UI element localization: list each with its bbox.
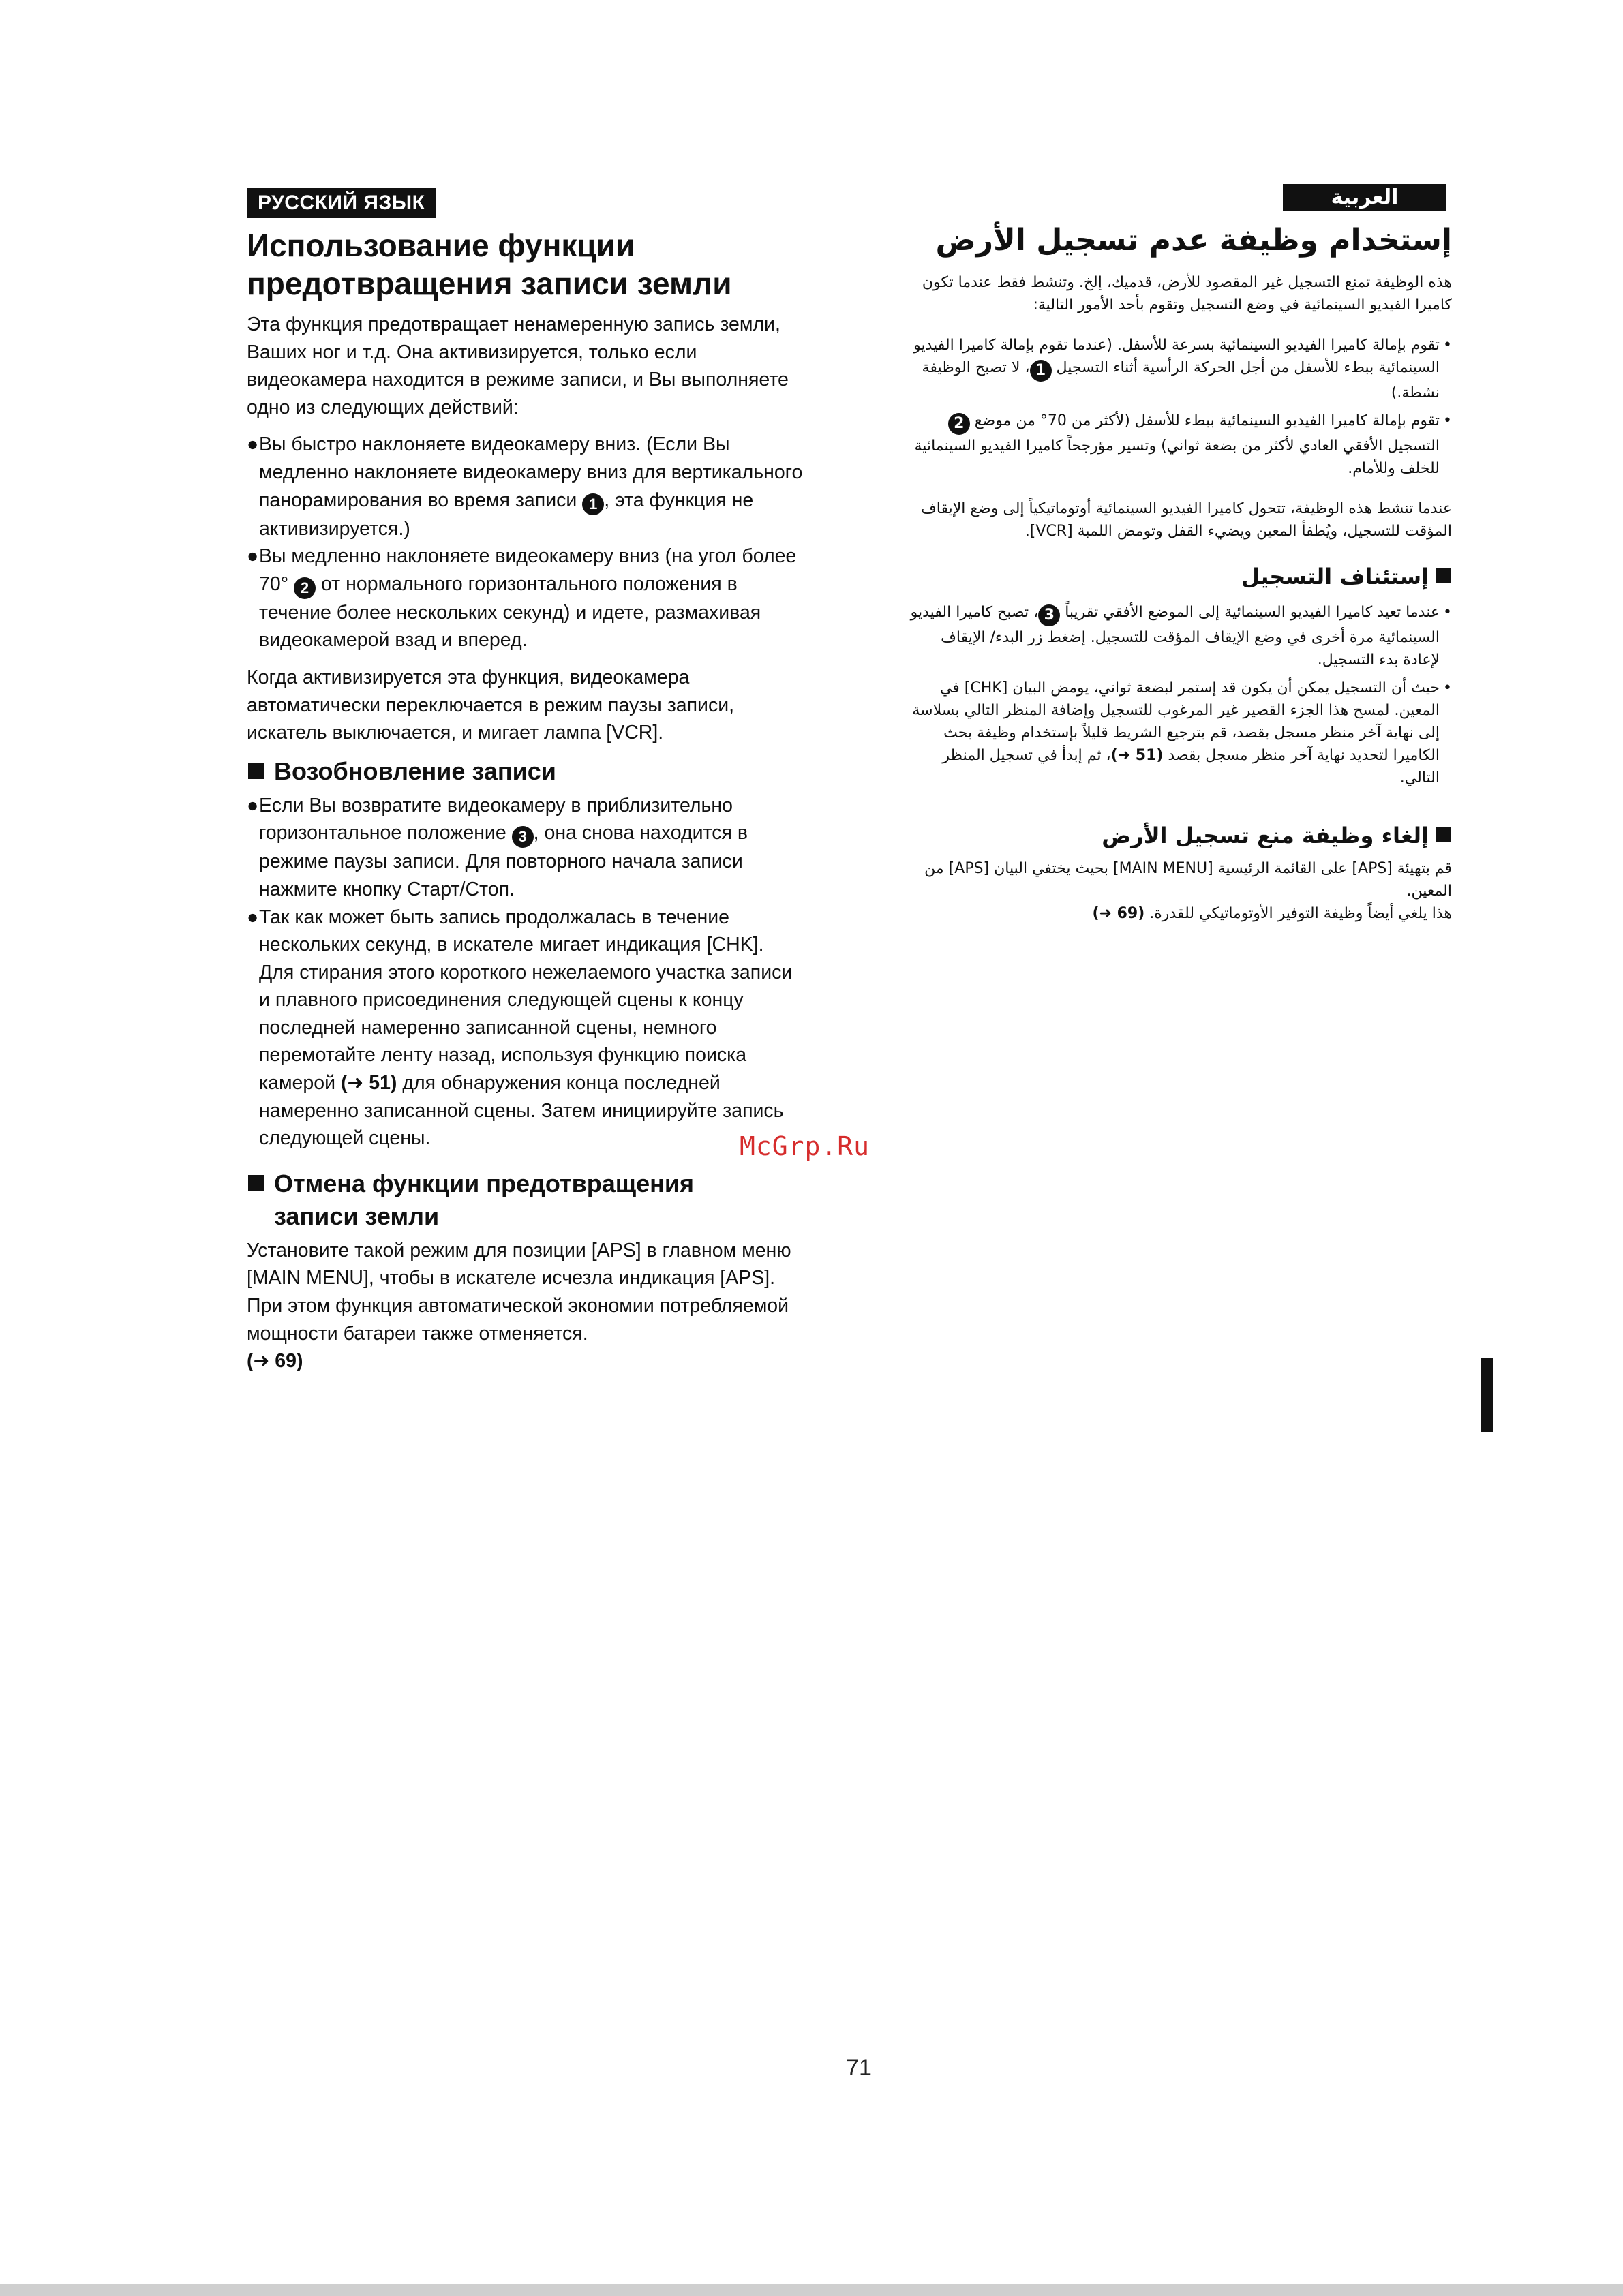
russian-conditions-list — [247, 431, 806, 654]
page-reference-69: (➜ 69) — [247, 1350, 303, 1373]
arabic-activation-text: عندما تنشط هذه الوظيفة، تتحول كاميرا الفيديو السينمائية أوتوماتيكياً إلى وضع الإيقاف المؤقت للتسجيل، ويُطفأ المعين ويضيء القفل وتومض اللمبة [VCR]. — [920, 500, 1452, 540]
list-item — [247, 542, 806, 654]
russian-title — [247, 226, 806, 303]
list-item: • تقوم بإمالة كاميرا الفيديو السينمائية بسرعة للأسفل. (عندما تقوم بإمالة كاميرا الفيديو السينمائية ببطء للأسفل من أجل الحركة الرأسية أثناء التسجيل 1، لا تصبح الوظيفة نشطة.) — [901, 334, 1452, 404]
russian-resume-list — [247, 792, 806, 959]
marker-1-icon: 1 — [1030, 360, 1052, 382]
arabic-title: إستخدام وظيفة عدم تسجيل الأرض — [935, 223, 1452, 258]
marker-3-icon: 3 — [1038, 604, 1060, 626]
list-item: • حيث أن التسجيل يمكن أن يكون قد إستمر لبضعة ثواني، يومض البيان [CHK] في المعين. لمسح هذا الجزء القصير غير المرغوب للتسجيل وإضافة المنظر التالي بسلاسة إلى نهاية آخر منظر مسجل بقصد، قم بترجيع الشريط قليلاً بإستخدام وظيفة بحث الكاميرا لتحديد نهاية آخر منظر مسجل بقصد (➜ 51)، ثم إبدأ في تسجيل المنظر التالي. — [901, 677, 1452, 789]
page-number: 71 — [846, 2055, 872, 2081]
arabic-resume-list — [901, 601, 1452, 789]
russian-language-tab: РУССКИЙ ЯЗЫК — [247, 188, 436, 218]
arabic-language-tab: العربية — [1283, 184, 1446, 211]
russian-title-line-1: Использование функции — [247, 228, 635, 263]
scan-bottom-edge — [0, 2284, 1623, 2296]
bullet-icon: • — [1443, 679, 1452, 697]
russian-cancel-text-2: При этом функция автоматической экономии потребляемой мощности батареи также отменяется. — [247, 1295, 789, 1345]
list-item: • عندما تعيد كاميرا الفيديو السينمائية إلى الموضع الأفقي تقريباً 3، تصبح كاميرا الفيديو السينمائية مرة أخرى في وضع الإيقاف المؤقت للتسجيل. إضغط زر البدء/ الإيقاف لإعادة بدء التسجيل. — [901, 601, 1452, 671]
arabic-column — [901, 184, 1452, 925]
section-square-icon — [248, 1175, 264, 1191]
bullet-icon: • — [1443, 604, 1452, 621]
list-item: ● Если Вы возвратите видеокамеру в приблизительно горизонтальное положение 3 , она снова находится в режиме паузы записи. Для повторного начала записи нажмите кнопку Старт/Стоп. — [247, 792, 806, 904]
russian-activation-text: Когда активизируется эта функция, видеокамера автоматически переключается в режим паузы записи, искатель выключается, и мигает лампа [VCR]. — [247, 666, 735, 744]
condition-text: Вы медленно наклоняете видеокамеру вниз (на угол более 70° — [259, 545, 797, 595]
russian-column — [247, 188, 806, 1375]
condition-text-end: от нормального горизонтального положения в течение более нескольких секунд) и идете, размахивая видеокамерой взад и вперед. — [259, 572, 761, 652]
arabic-cancel-heading: إلغاء وظيفة منع تسجيل الأرض — [901, 819, 1452, 852]
marker-3-icon: 3 — [512, 826, 534, 848]
arabic-resume-heading: إستئناف التسجيل — [901, 560, 1452, 593]
list-item: ● Так как может быть запись продолжалась в течение нескольких секунд, в искателе мигает индикация [CHK]. — [247, 904, 806, 959]
marker-1-icon: 1 — [582, 493, 604, 515]
arabic-conditions-list — [901, 334, 1452, 480]
list-item — [247, 431, 806, 542]
russian-cancel-heading: Отмена функции предотвращения записи земли — [247, 1167, 806, 1233]
russian-resume-note: Для стирания этого короткого нежелаемого участка записи и плавного присоединения следующей сцены к концу последней намеренно записанной сцены, немного перемотайте ленту назад, используя функцию поиска камерой (➜ 51) для обнаружения конца последней намеренно записанной сцены. Затем инициируйте запись следующей сцены. — [259, 961, 793, 1150]
section-square-icon — [1436, 568, 1451, 583]
section-square-icon — [1436, 827, 1451, 842]
page-edge-marker — [1481, 1358, 1493, 1432]
condition-text-end: , эта функция не активизируется.) — [259, 489, 754, 540]
page-reference-69: (➜ 69) — [1092, 905, 1145, 922]
bullet-icon: ● — [247, 906, 259, 928]
page-reference-51: (➜ 51) — [340, 1072, 397, 1095]
arabic-body — [901, 271, 1452, 925]
bullet-icon: • — [1443, 412, 1452, 429]
bullet-icon: • — [1443, 337, 1452, 354]
russian-body — [247, 311, 806, 1375]
bullet-icon: ● — [247, 433, 259, 456]
marker-2-icon: 2 — [294, 577, 316, 599]
russian-resume-heading: Возобновление записи — [247, 755, 806, 788]
russian-cancel-text-1: Установите такой режим для позиции [APS] в главном меню [MAIN MENU], чтобы в искателе исчезла индикация [APS]. — [247, 1239, 791, 1289]
arabic-cancel-text: قم بتهيئة [APS] على القائمة الرئيسية [MAIN MENU] بحيث يختفي البيان [APS] من المعين. — [924, 860, 1452, 900]
watermark: McGrp.Ru — [740, 1131, 870, 1161]
condition-text: Вы быстро наклоняете видеокамеру вниз. (Если Вы медленно наклоняете видеокамеру вниз для вертикального панорамирования во время записи — [259, 433, 803, 511]
arabic-intro: هذه الوظيفة تمنع التسجيل غير المقصود للأرض، قدميك، إلخ. وتنشط فقط عندما تكون كاميرا الفيديو السينمائية في وضع التسجيل وتقوم بأحد الأمور التالية: — [922, 274, 1452, 313]
russian-intro: Эта функция предотвращает ненамеренную запись земли, Ваших ног и т.д. Она активизируется, только если видеокамера находится в режиме записи, и Вы выполняете одно из следующих действий: — [247, 313, 789, 418]
arabic-cancel-text-2: هذا يلغي أيضاً وظيفة التوفير الأوتوماتيكي للقدرة. (➜ 69) — [1092, 905, 1452, 922]
bullet-icon: ● — [247, 545, 259, 568]
bullet-icon: ● — [247, 794, 259, 816]
list-item: • تقوم بإمالة كاميرا الفيديو السينمائية ببطء للأسفل (لأكثر من 70° من موضع 2 التسجيل الأفقي العادي لأكثر من بضعة ثواني) وتسير مؤرجحاً كاميرا الفيديو السينمائية للخلف وللأمام. — [901, 410, 1452, 480]
section-square-icon — [248, 763, 264, 779]
russian-title-line-2: предотвращения записи земли — [247, 266, 732, 301]
page-reference-51: (➜ 51) — [1110, 747, 1164, 764]
marker-2-icon: 2 — [948, 413, 970, 435]
